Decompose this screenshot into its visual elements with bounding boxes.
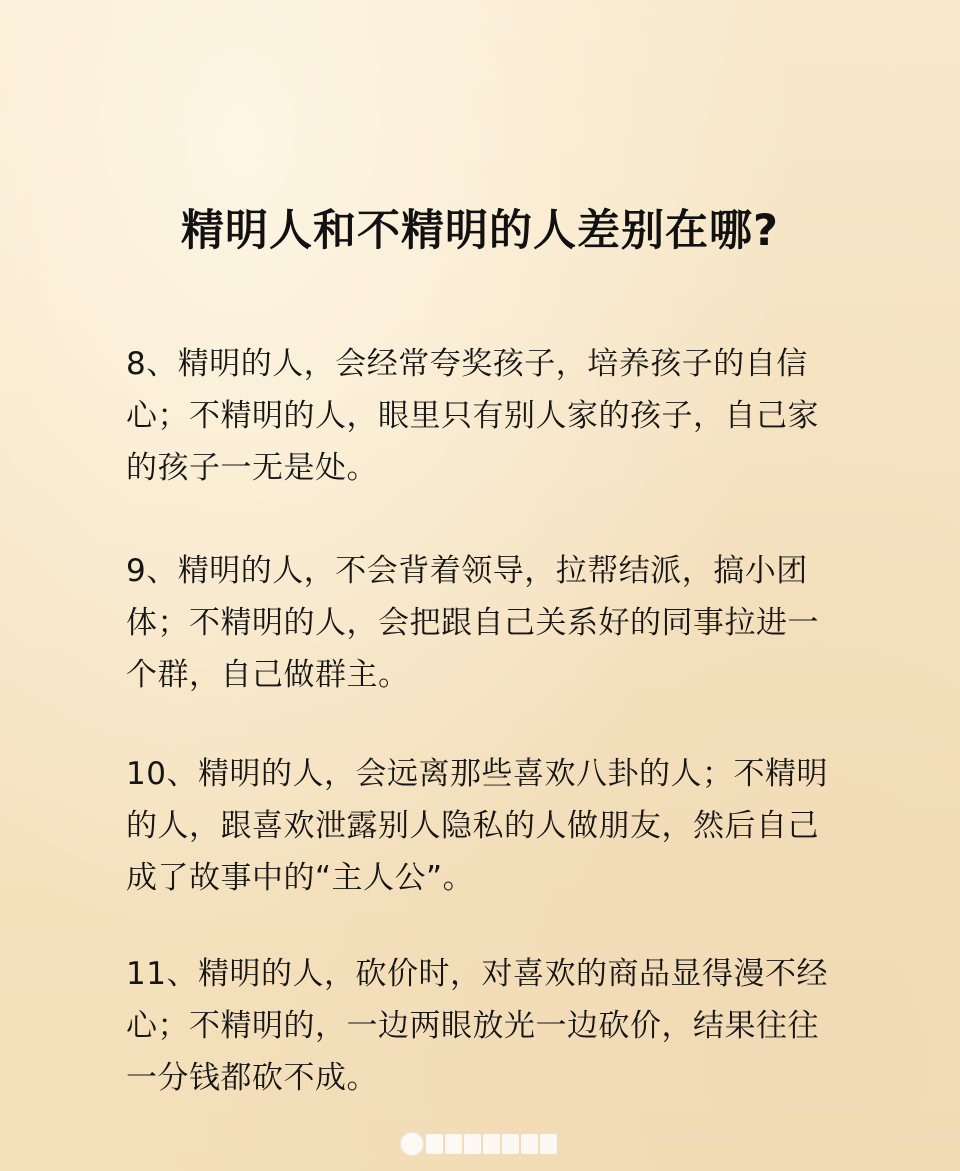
- watermark-logo-icon: [400, 1132, 424, 1156]
- watermark-block: [445, 1134, 462, 1154]
- watermark-block: [502, 1134, 519, 1154]
- watermark-block: [426, 1134, 443, 1154]
- list-item-10: 10、精明的人，会远离那些喜欢八卦的人；不精明的人，跟喜欢泄露别人隐私的人做朋友，然后自己成了故事中的“主人公”。: [126, 756, 828, 896]
- watermark-block: [540, 1134, 557, 1154]
- article-title: 精明人和不精明的人差别在哪?: [181, 206, 779, 256]
- watermark-block: [464, 1134, 481, 1154]
- list-item-8: 8、精明的人，会经常夸奖孩子，培养孩子的自信心；不精明的人，眼里只有别人家的孩子，自己家的孩子一无是处。: [126, 346, 819, 486]
- list-item-11: 11、精明的人，砍价时，对喜欢的商品显得漫不经心；不精明的，一边两眼放光一边砍价，结果往往一分钱都砍不成。: [126, 956, 828, 1096]
- watermark: [400, 1131, 580, 1157]
- watermark-block: [521, 1134, 538, 1154]
- list-item-9: 9、精明的人，不会背着领导，拉帮结派，搞小团体；不精明的人，会把跟自己关系好的同事拉进一个群，自己做群主。: [126, 553, 819, 693]
- watermark-block: [483, 1134, 500, 1154]
